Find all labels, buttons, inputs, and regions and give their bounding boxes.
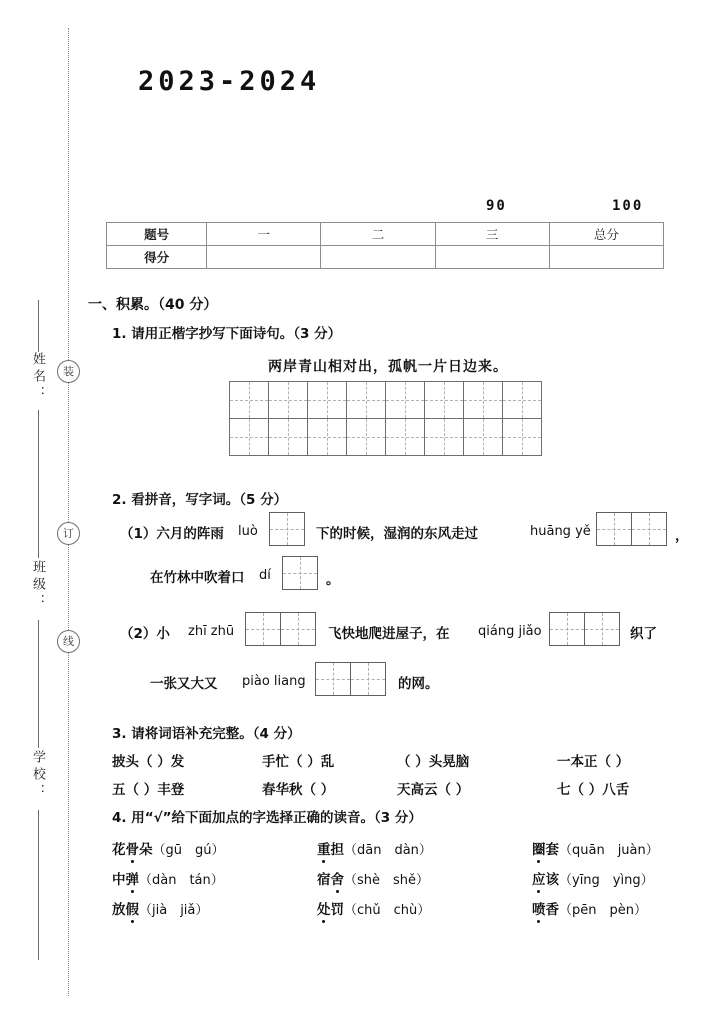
- pronunciation-word-part: 朵: [139, 842, 153, 858]
- writing-grid-cell[interactable]: [307, 418, 347, 456]
- q2-pinyin-di: dí: [259, 568, 271, 583]
- writing-grid-row: [230, 382, 542, 419]
- writing-grid-cell[interactable]: [268, 418, 308, 456]
- q2-line1a-pre: （1）六月的阵雨: [120, 526, 224, 542]
- idiom-item[interactable]: 天高云（ ）: [397, 782, 470, 798]
- writing-grid-cell[interactable]: [229, 381, 269, 419]
- page-body: [90, 0, 724, 1024]
- writing-grid[interactable]: [230, 382, 542, 456]
- binding-dotted-line: [68, 28, 69, 996]
- pronunciation-choices[interactable]: （shè shě）: [344, 873, 430, 888]
- writing-grid-cell[interactable]: [346, 381, 386, 419]
- score-table-cell-total: 总分: [549, 223, 663, 246]
- answer-cell[interactable]: [350, 662, 386, 696]
- q2-line2a-pre: （2）小: [120, 626, 170, 642]
- dotted-character: 重: [317, 838, 331, 858]
- binding-mark-zhuang: 装: [57, 360, 80, 383]
- dotted-character: 弹: [126, 868, 140, 888]
- q2-line2a-end: 织了: [630, 626, 657, 642]
- q2-pinyin-piaoliang: piào liang: [242, 674, 306, 689]
- answer-cell[interactable]: [245, 612, 281, 646]
- answer-cell[interactable]: [280, 612, 316, 646]
- answer-cell[interactable]: [584, 612, 620, 646]
- writing-grid-cell[interactable]: [229, 418, 269, 456]
- q2-line1a-end: ，: [675, 528, 689, 544]
- answer-cell[interactable]: [631, 512, 667, 546]
- score-table-cell-one: 一: [207, 223, 321, 246]
- q2-pinyin-luo: luò: [238, 524, 258, 539]
- q2-pinyin-huangye: huāng yě: [530, 524, 591, 539]
- score-input-three[interactable]: [435, 246, 549, 269]
- idiom-item[interactable]: 五（ ）丰登: [112, 782, 185, 798]
- writing-grid-row: [230, 419, 542, 456]
- answer-cell[interactable]: [549, 612, 585, 646]
- writing-grid-cell[interactable]: [385, 418, 425, 456]
- writing-grid-cell[interactable]: [463, 418, 503, 456]
- score-table-cell-three: 三: [435, 223, 549, 246]
- writing-grid-cell[interactable]: [424, 418, 464, 456]
- question-4-row-1: [112, 838, 712, 858]
- binding-mark-xian: 线: [57, 630, 80, 653]
- margin-rule-3: [38, 620, 39, 748]
- q2-pinyin-zhizhu: zhī zhū: [188, 624, 235, 639]
- q2-line2b-end: 的网。: [398, 676, 439, 692]
- binding-margin: [0, 0, 90, 1024]
- q2-answer-box-piaoliang[interactable]: [316, 662, 386, 696]
- pronunciation-word-part: 香: [545, 902, 559, 918]
- pronunciation-word-part: 中: [112, 872, 126, 888]
- question-3-prompt: 3. 请将词语补充完整。（4 分）: [112, 726, 301, 742]
- q2-answer-box-di[interactable]: [283, 556, 318, 590]
- q2-answer-box-zhizhu[interactable]: [246, 612, 316, 646]
- dotted-character: 处: [317, 898, 331, 918]
- margin-label-class: 班级：: [30, 560, 45, 611]
- question-2-prompt: 2. 看拼音，写字词。（5 分）: [112, 492, 288, 508]
- answer-cell[interactable]: [596, 512, 632, 546]
- question-3-row-1: [112, 750, 712, 770]
- dotted-character: 应: [532, 868, 546, 888]
- q2-answer-box-luo[interactable]: [270, 512, 305, 546]
- pronunciation-item[interactable]: [112, 868, 317, 888]
- pronunciation-item[interactable]: [532, 898, 647, 918]
- idiom-item[interactable]: 手忙（ ）乱: [262, 754, 335, 770]
- dotted-character: 圈: [532, 838, 546, 858]
- table-row: [107, 223, 664, 246]
- answer-cell[interactable]: [315, 662, 351, 696]
- margin-rule-4: [38, 810, 39, 960]
- score-table-label-score: 得分: [107, 246, 207, 269]
- score-table-cell-two: 二: [321, 223, 435, 246]
- pronunciation-item[interactable]: [532, 838, 659, 858]
- pronunciation-choices[interactable]: （chǔ chù）: [344, 903, 431, 918]
- q2-line1a-mid: 下的时候，湿润的东风走过: [316, 526, 478, 542]
- q2-line1b-pre: 在竹林中吹着口: [150, 570, 245, 586]
- score-input-total[interactable]: [549, 246, 663, 269]
- q2-line2b-pre: 一张又大又: [150, 676, 218, 692]
- page-title: 2023-2024: [138, 66, 321, 97]
- score-table-label-number: 题号: [107, 223, 207, 246]
- pronunciation-word-part: 宿: [317, 872, 331, 888]
- pronunciation-item[interactable]: [317, 838, 532, 858]
- idiom-item[interactable]: 春华秋（ ）: [262, 782, 335, 798]
- pronunciation-word-part: 罚: [330, 902, 344, 918]
- writing-grid-cell[interactable]: [307, 381, 347, 419]
- margin-label-school: 学校：: [30, 750, 45, 801]
- writing-grid-cell[interactable]: [424, 381, 464, 419]
- pronunciation-item[interactable]: [317, 868, 532, 888]
- q2-line1b-end: 。: [326, 572, 340, 588]
- q2-answer-box-huangye[interactable]: [597, 512, 667, 546]
- question-4-prompt: 4. 用“√”给下面加点的字选择正确的读音。（3 分）: [112, 810, 422, 826]
- pronunciation-item[interactable]: [317, 898, 532, 918]
- pronunciation-word-part: 该: [545, 872, 559, 888]
- pronunciation-choices[interactable]: （gū gú）: [152, 843, 225, 858]
- pronunciation-choices[interactable]: （jià jiǎ）: [139, 903, 209, 918]
- pronunciation-word-part: 套: [545, 842, 559, 858]
- q2-pinyin-qiangjiao: qiáng jiǎo: [478, 624, 542, 639]
- question-3-row-2: [112, 778, 712, 798]
- q2-answer-box-qiangjiao[interactable]: [550, 612, 620, 646]
- pronunciation-choices[interactable]: （dàn tán）: [139, 873, 224, 888]
- idiom-item[interactable]: 披头（ ）发: [112, 754, 185, 770]
- dotted-character: 假: [126, 898, 140, 918]
- score-mark-100: 100: [612, 198, 644, 214]
- writing-grid-cell[interactable]: [346, 418, 386, 456]
- margin-rule-1: [38, 300, 39, 352]
- pronunciation-choices[interactable]: （quān juàn）: [559, 843, 659, 858]
- writing-grid-cell[interactable]: [502, 418, 542, 456]
- question-1-poem: 两岸青山相对出，孤帆一片日边来。: [268, 359, 508, 375]
- question-4-row-3: [112, 898, 712, 918]
- pronunciation-item[interactable]: [532, 868, 654, 888]
- question-4-row-2: [112, 868, 712, 888]
- writing-grid-cell[interactable]: [502, 381, 542, 419]
- pronunciation-choices[interactable]: （dān dàn）: [344, 843, 432, 858]
- score-mark-90: 90: [486, 198, 507, 214]
- answer-cell[interactable]: [282, 556, 318, 590]
- pronunciation-choices[interactable]: （yīng yìng）: [559, 873, 654, 888]
- pronunciation-item[interactable]: [112, 838, 317, 858]
- table-row: [107, 246, 664, 269]
- margin-label-name: 姓名：: [30, 352, 45, 403]
- idiom-item[interactable]: 一本正（ ）: [557, 754, 630, 770]
- dotted-character: 舍: [331, 868, 345, 888]
- pronunciation-choices[interactable]: （pēn pèn）: [559, 903, 647, 918]
- margin-rule-2: [38, 410, 39, 558]
- pronunciation-item[interactable]: [112, 898, 317, 918]
- idiom-item[interactable]: 七（ ）八舌: [557, 782, 630, 798]
- pronunciation-word-part: 担: [330, 842, 344, 858]
- idiom-item[interactable]: （ ）头晃脑: [397, 754, 470, 770]
- score-input-two[interactable]: [321, 246, 435, 269]
- pronunciation-word-part: 放: [112, 902, 126, 918]
- section-one-heading: 一、积累。（40 分）: [88, 297, 218, 313]
- dotted-character: 喷: [532, 898, 546, 918]
- score-input-one[interactable]: [207, 246, 321, 269]
- pronunciation-word-part: 花: [112, 842, 126, 858]
- binding-mark-ding: 订: [57, 522, 80, 545]
- writing-grid-cell[interactable]: [268, 381, 308, 419]
- writing-grid-cell[interactable]: [463, 381, 503, 419]
- q2-line2a-mid: 飞快地爬进屋子，在: [328, 626, 450, 642]
- writing-grid-cell[interactable]: [385, 381, 425, 419]
- score-table: [106, 222, 664, 269]
- answer-cell[interactable]: [269, 512, 305, 546]
- question-1-prompt: 1. 请用正楷字抄写下面诗句。（3 分）: [112, 326, 342, 342]
- dotted-character: 骨: [126, 838, 140, 858]
